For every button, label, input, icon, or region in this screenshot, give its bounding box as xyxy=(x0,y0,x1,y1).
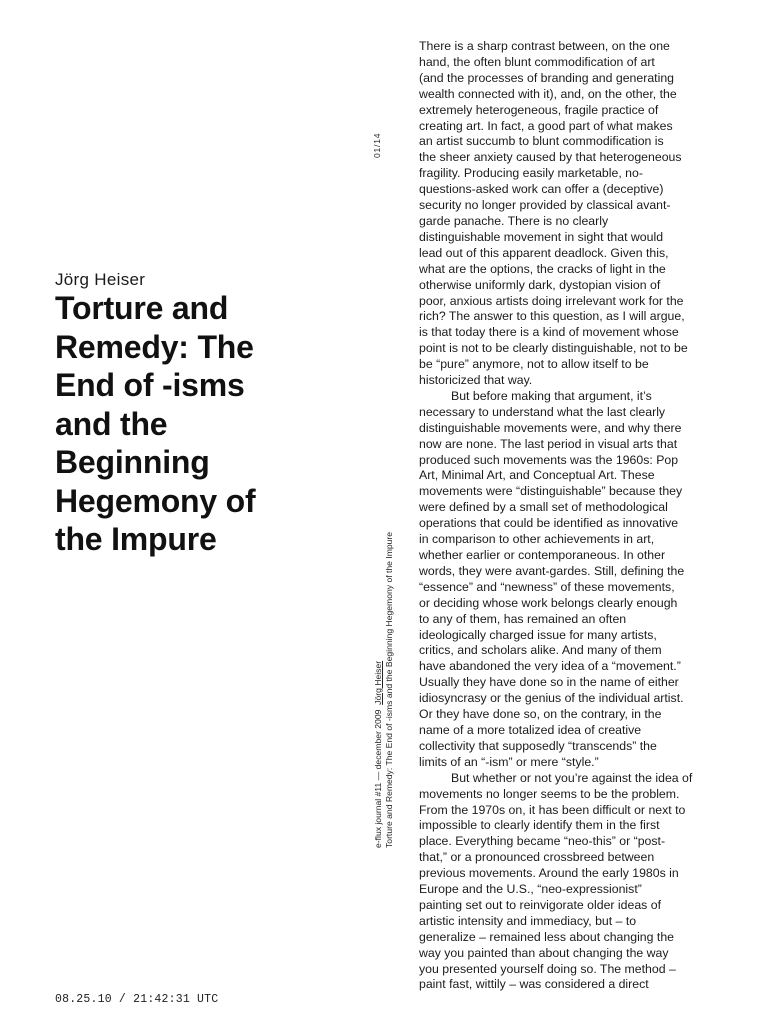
body-line: previous movements. Around the early 1980s in xyxy=(419,866,679,881)
body-line: point is not to be clearly distinguishable, not to be xyxy=(419,341,688,356)
body-line: Usually they have done so in the name of either xyxy=(419,675,679,690)
body-line: idiosyncrasy or the genius of the individual artist. xyxy=(419,691,684,706)
body-line: rich? The answer to this question, as I will argue, xyxy=(419,309,685,324)
body-line: questions-asked work can offer a (deceptive) xyxy=(419,182,664,197)
body-line: But before making that argument, it’s xyxy=(451,388,652,403)
body-line: “essence” and “newness” of these movements, xyxy=(419,579,675,594)
body-line: Europe and the U.S., “neo-expressionist” xyxy=(419,882,642,897)
body-line: produced such movements was the 1960s: Pop xyxy=(419,452,679,467)
body-line: name of a more totalized idea of creative xyxy=(419,722,642,737)
body-line: distinguishable movement in sight that would xyxy=(419,229,664,244)
body-line: Or they have done so, on the contrary, in the xyxy=(419,707,662,722)
body-line: have abandoned the very idea of a “movement.” xyxy=(419,659,681,674)
title-line: Beginning xyxy=(55,444,210,480)
body-line: impossible to clearly identify them in the first xyxy=(419,818,660,833)
article-body xyxy=(419,39,719,993)
body-line: whether earlier or contemporaneous. In other xyxy=(419,548,666,562)
title-line: Hegemony of xyxy=(55,482,256,519)
body-line: historicized that way. xyxy=(419,373,533,388)
body-line: (and the processes of branding and generating xyxy=(419,70,674,85)
journal-info: e-flux journal #11 — december 2009 xyxy=(373,709,383,848)
body-line: lead out of this apparent deadlock. Given this, xyxy=(419,245,669,260)
body-line: fragility. Producing easily marketable, no- xyxy=(419,166,643,181)
article-title xyxy=(55,289,355,559)
body-line: limits of an “-ism” or mere “style.” xyxy=(419,754,599,769)
body-line: or deciding whose work belongs clearly enough xyxy=(419,595,678,610)
body-line: words, they were avant-gardes. Still, defining the xyxy=(419,563,685,578)
body-line: painting set out to reinvigorate older ideas of xyxy=(419,897,661,912)
body-line: way you painted than about changing the way xyxy=(419,945,669,960)
body-line: the sheer anxiety caused by that heterogeneous xyxy=(419,150,682,165)
body-line: ideologically charged issue for many artists, xyxy=(419,627,657,642)
title-line: the Impure xyxy=(55,521,217,557)
body-line: Art, Minimal Art, and Conceptual Art. These xyxy=(419,468,655,483)
title-line: Remedy: The xyxy=(55,328,254,365)
body-line: place. Everything became “neo-this” or “post- xyxy=(419,834,666,849)
body-line: wealth connected with it), and, on the other, the xyxy=(419,86,677,101)
body-line: what are the options, the cracks of light in the xyxy=(419,261,666,276)
body-line: poor, anxious artists doing irrelevant work for the xyxy=(419,293,684,308)
body-line: collectivity that supposedly “transcends” the xyxy=(419,738,657,753)
body-line: now are none. The last period in visual arts that xyxy=(419,436,678,451)
body-line: From the 1970s on, it has been difficult or next to xyxy=(419,802,686,817)
body-line: paint fast, wittily – was considered a direct xyxy=(419,977,649,992)
body-line: But whether or not you’re against the idea of xyxy=(451,770,693,785)
body-line: movements no longer seems to be the problem. xyxy=(419,786,680,801)
title-line: Torture and xyxy=(55,290,229,326)
body-line: There is a sharp contrast between, on the one xyxy=(419,39,670,53)
sideline-author-link[interactable]: Jörg Heiser xyxy=(373,660,383,705)
author-name: Jörg Heiser xyxy=(55,270,146,289)
body-line: be “pure” anymore, not to allow itself to be xyxy=(419,357,649,372)
body-line: hand, the often blunt commodification of art xyxy=(419,54,655,69)
journal-sideline xyxy=(373,661,383,848)
page-number: 01/14 xyxy=(372,132,382,158)
title-line: and the xyxy=(55,405,168,442)
body-line: an artist succumb to blunt commodification is xyxy=(419,134,664,149)
title-line: End of -isms xyxy=(55,367,245,403)
body-line: operations that could be identified as innovative xyxy=(419,516,679,531)
body-line: otherwise uniformly dark, dystopian vision of xyxy=(419,277,661,292)
body-line: artistic intensity and immediacy, but – to xyxy=(419,913,637,928)
body-line: security no longer provided by classical avant- xyxy=(419,198,671,213)
body-line: generalize – remained less about changing the xyxy=(419,929,674,944)
timestamp: 08.25.10 / 21:42:31 UTC xyxy=(55,993,219,1006)
article-title-sideline: Torture and Remedy: The End of -isms and the Beginning Hegemony of the Impure xyxy=(384,531,394,848)
body-line: garde panache. There is no clearly xyxy=(419,213,609,228)
body-line: is that today there is a kind of movement whose xyxy=(419,325,679,340)
body-line: creating art. In fact, a good part of what makes xyxy=(419,118,673,133)
body-line: movements were “distinguishable” because they xyxy=(419,484,683,499)
body-line: to any of them, has remained an often xyxy=(419,611,627,626)
body-line: you presented yourself doing so. The method – xyxy=(419,961,676,976)
body-line: distinguishable movements were, and why there xyxy=(419,420,682,435)
body-line: that,” or a pronounced crossbreed between xyxy=(419,850,655,865)
body-line: in comparison to other achievements in art, xyxy=(419,532,655,547)
body-line: critics, and scholars alike. And many of them xyxy=(419,643,662,658)
body-line: necessary to understand what the last clearly xyxy=(419,404,666,419)
body-line: were defined by a small set of methodological xyxy=(419,500,668,515)
body-line: extremely heterogeneous, fragile practice of xyxy=(419,102,659,117)
